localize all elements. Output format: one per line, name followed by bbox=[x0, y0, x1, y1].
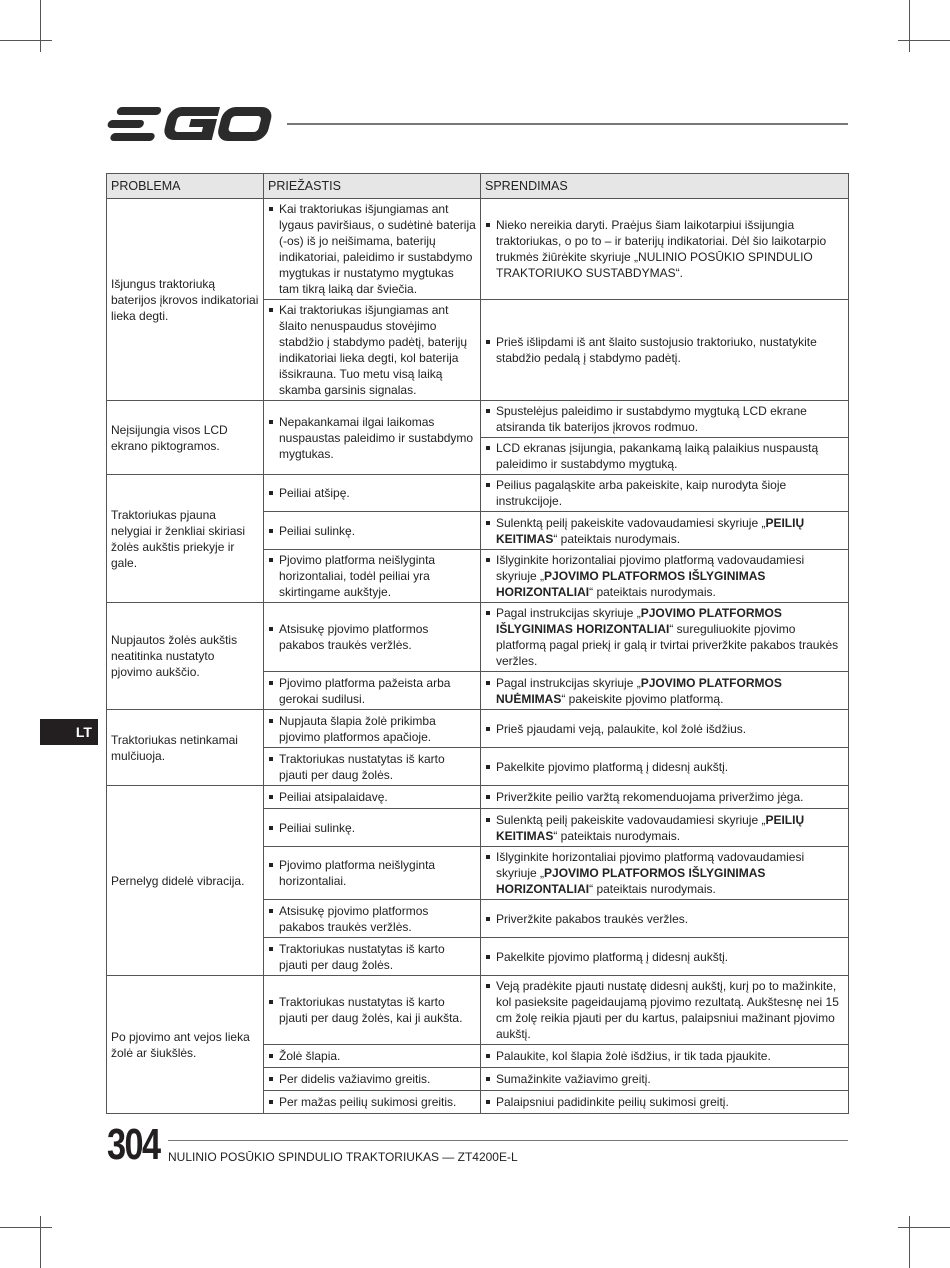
cause-cell bbox=[264, 401, 481, 475]
solution-text-part: Pagal instrukcijas skyriuje „ bbox=[496, 675, 641, 690]
solution-text-part: Išlyginkite horizontaliai pjovimo platformą vadovaudamiesi skyriuje „ bbox=[496, 850, 805, 880]
language-tab bbox=[40, 719, 98, 745]
solution-text bbox=[485, 978, 844, 1042]
problem-cell: Traktoriukas netinkamai mulčiuoja. bbox=[107, 710, 264, 786]
section-reference: PJOVIMO PLATFORMOS IŠLYGINIMAS HORIZONTALIAI bbox=[496, 569, 766, 599]
solution-text bbox=[485, 849, 844, 897]
cause-text: Kai traktoriukas išjungiamas ant šlaito nenuspaudus stovėjimo stabdžio į stabdymo padėtį, baterijų indikatoriai lieka degti, kol baterija išsikrauna. Tuo metu visą laiką skamba garsinis signalas. bbox=[268, 302, 476, 398]
solution-text-part: “ pateiktais nurodymais. bbox=[553, 828, 681, 843]
cause-cell bbox=[264, 1045, 481, 1068]
cause-text: Nepakankamai ilgai laikomas nuspaustas paleidimo ir sustabdymo mygtukas. bbox=[268, 414, 476, 462]
solution-text-part: Pakelkite pjovimo platformą į didesnį aukštį. bbox=[496, 949, 729, 964]
problem-cell: Išjungus traktoriuką baterijos įkrovos indikatoriai lieka degti. bbox=[107, 199, 264, 401]
solution-text bbox=[485, 812, 844, 844]
problem-cell: Po pjovimo ant vejos lieka žolė ar šiukšlės. bbox=[107, 976, 264, 1114]
solution-text-part: Palaipsniui padidinkite peilių sukimosi greitį. bbox=[496, 1095, 729, 1109]
cause-text: Atsisukę pjovimo platformos pakabos traukės veržlės. bbox=[268, 621, 476, 653]
ego-logo bbox=[107, 103, 277, 145]
section-reference: PJOVIMO PLATFORMOS IŠLYGINIMAS HORIZONTALIAI bbox=[496, 866, 766, 896]
solution-cell bbox=[481, 809, 849, 847]
solution-text-part: Išlyginkite horizontaliai pjovimo platformą vadovaudamiesi skyriuje „ bbox=[496, 553, 805, 583]
cause-text: Per didelis važiavimo greitis. bbox=[268, 1071, 476, 1087]
header-problem: PROBLEMA bbox=[107, 174, 264, 199]
solution-text-part: Sulenktą peilį pakeiskite vadovaudamiesi skyriuje „ bbox=[496, 812, 766, 827]
solution-text-part: “ pakeiskite pjovimo platformą. bbox=[561, 691, 724, 706]
crop-mark bbox=[909, 0, 910, 52]
solution-text bbox=[485, 217, 844, 281]
language-tab-label: LT bbox=[75, 724, 92, 740]
cause-text: Traktoriukas nustatytas iš karto pjauti per daug žolės, kai ji aukšta. bbox=[268, 994, 476, 1026]
solution-text-part: “ pateiktais nurodymais. bbox=[589, 585, 716, 599]
solution-cell bbox=[481, 475, 849, 512]
cause-text: Peiliai atšipę. bbox=[268, 485, 476, 501]
solution-text-part: Veją pradėkite pjauti nustatę didesnį aukštį, kurį po to mažinkite, kol pasieksite pageidaujamą pjovimo rezultatą. Aukštesnę nei 15 cm žolę reikia pjauti per du kartus, palaipsniui mažinant pjovimo aukštį. bbox=[496, 979, 839, 1041]
solution-cell bbox=[481, 748, 849, 786]
cause-cell bbox=[264, 512, 481, 550]
cause-cell bbox=[264, 710, 481, 748]
header-solution: SPRENDIMAS bbox=[481, 174, 849, 199]
solution-text-part: Pakelkite pjovimo platformą į didesnį aukštį. bbox=[496, 759, 729, 774]
solution-text bbox=[485, 515, 844, 547]
solution-cell bbox=[481, 672, 849, 710]
solution-cell bbox=[481, 401, 849, 438]
footer-title: NULINIO POSŪKIO SPINDULIO TRAKTORIUKAS — ZT4200E-L bbox=[168, 1150, 518, 1164]
cause-text: Traktoriukas nustatytas iš karto pjauti per daug žolės. bbox=[268, 751, 476, 783]
cause-cell bbox=[264, 672, 481, 710]
ego-logo-mark bbox=[107, 103, 277, 145]
cause-cell bbox=[264, 748, 481, 786]
solution-text-part: “ pateiktais nurodymais. bbox=[589, 882, 716, 896]
cause-cell bbox=[264, 900, 481, 938]
solution-text-part: “ sureguliuokite pjovimo platformą pagal priekį ir galą ir tvirtai priveržkite pakabos traukės veržles. bbox=[496, 622, 839, 668]
problem-cell: Neįsijungia visos LCD ekrano piktogramos. bbox=[107, 401, 264, 475]
cause-cell bbox=[264, 603, 481, 672]
crop-mark bbox=[40, 1216, 41, 1268]
cause-cell bbox=[264, 199, 481, 300]
header-rule bbox=[287, 123, 848, 125]
problem-cell: Traktoriukas pjauna nelygiai ir ženkliai skiriasi žolės aukštis priekyje ir gale. bbox=[107, 475, 264, 603]
solution-text-part: Prieš pjaudami veją, palaukite, kol žolė išdžius. bbox=[496, 721, 747, 736]
header-cause: PRIEŽASTIS bbox=[264, 174, 481, 199]
problem-cell: Nupjautos žolės aukštis neatitinka nustatyto pjovimo aukščio. bbox=[107, 603, 264, 710]
cause-text: Pjovimo platforma pažeista arba gerokai sudilusi. bbox=[268, 675, 476, 707]
footer-rule bbox=[168, 1140, 848, 1141]
solution-text bbox=[485, 552, 844, 600]
table-row bbox=[107, 976, 849, 1045]
crop-mark bbox=[909, 1216, 910, 1268]
crop-mark bbox=[0, 1227, 52, 1228]
cause-cell bbox=[264, 809, 481, 847]
solution-text bbox=[485, 1094, 844, 1110]
cause-cell bbox=[264, 938, 481, 976]
solution-text bbox=[485, 675, 844, 707]
solution-cell bbox=[481, 438, 849, 475]
solution-text bbox=[485, 334, 844, 366]
solution-cell bbox=[481, 300, 849, 401]
cause-text: Peiliai sulinkę. bbox=[268, 820, 476, 836]
solution-text-part: Palaukite, kol šlapia žolė išdžius, ir tik tada pjaukite. bbox=[496, 1049, 771, 1063]
section-reference: PEILIŲ KEITIMAS bbox=[496, 515, 805, 546]
crop-mark bbox=[898, 40, 950, 41]
solution-text bbox=[485, 759, 844, 775]
table-row bbox=[107, 710, 849, 748]
section-reference: PEILIŲ KEITIMAS bbox=[496, 812, 805, 843]
solution-cell bbox=[481, 938, 849, 976]
solution-text-part: Pagal instrukcijas skyriuje „ bbox=[496, 606, 641, 620]
solution-text bbox=[485, 949, 844, 965]
solution-cell bbox=[481, 603, 849, 672]
solution-cell bbox=[481, 847, 849, 900]
solution-text-part: Spustelėjus paleidimo ir sustabdymo mygtuką LCD ekrane atsiranda tik baterijos įkrovos rodmuo. bbox=[496, 404, 807, 434]
solution-text-part: Prieš išlipdami iš ant šlaito sustojusio traktoriuko, nustatykite stabdžio pedalą į stabdymo padėtį. bbox=[496, 335, 817, 365]
table-row bbox=[107, 199, 849, 300]
problem-cell: Pernelyg didelė vibracija. bbox=[107, 786, 264, 976]
cause-cell bbox=[264, 847, 481, 900]
solution-text-part: Sumažinkite važiavimo greitį. bbox=[496, 1072, 651, 1086]
solution-text bbox=[485, 477, 844, 509]
crop-mark bbox=[0, 40, 52, 41]
cause-text: Per mažas peilių sukimosi greitis. bbox=[268, 1094, 476, 1110]
troubleshooting-table bbox=[106, 173, 849, 1114]
solution-cell bbox=[481, 786, 849, 809]
solution-text bbox=[485, 403, 844, 435]
solution-text bbox=[485, 440, 844, 472]
cause-cell bbox=[264, 475, 481, 512]
solution-cell bbox=[481, 1091, 849, 1114]
solution-cell bbox=[481, 710, 849, 748]
solution-text bbox=[485, 721, 844, 737]
section-reference: PJOVIMO PLATFORMOS IŠLYGINIMAS HORIZONTALIAI bbox=[496, 606, 782, 636]
solution-cell bbox=[481, 199, 849, 300]
crop-mark bbox=[898, 1227, 950, 1228]
table-row bbox=[107, 401, 849, 438]
table-header-row bbox=[107, 174, 849, 199]
cause-text: Pjovimo platforma neišlyginta horizontaliai. bbox=[268, 857, 476, 889]
solution-cell bbox=[481, 900, 849, 938]
solution-text-part: Peilius pagaląskite arba pakeiskite, kaip nurodyta šioje instrukcijoje. bbox=[496, 478, 787, 508]
table-row bbox=[107, 475, 849, 512]
cause-text: Peiliai atsipalaidavę. bbox=[268, 789, 476, 805]
solution-text bbox=[485, 605, 844, 669]
table-row bbox=[107, 786, 849, 809]
solution-text bbox=[485, 1071, 844, 1087]
solution-cell bbox=[481, 976, 849, 1045]
solution-text-part: LCD ekranas įsijungia, pakankamą laiką palaikius nuspaustą paleidimo ir sustabdymo mygtuką. bbox=[496, 441, 819, 471]
page-number: 304 bbox=[107, 1120, 160, 1169]
cause-text: Nupjauta šlapia žolė prikimba pjovimo platformos apačioje. bbox=[268, 713, 476, 745]
cause-text: Pjovimo platforma neišlyginta horizontaliai, todėl peiliai yra skirtingame aukštyje. bbox=[268, 552, 476, 600]
solution-cell bbox=[481, 1068, 849, 1091]
cause-text: Žolė šlapia. bbox=[268, 1048, 476, 1064]
solution-text-part: Sulenktą peilį pakeiskite vadovaudamiesi skyriuje „ bbox=[496, 515, 766, 530]
solution-cell bbox=[481, 1045, 849, 1068]
solution-text-part: Nieko nereikia daryti. Praėjus šiam laikotarpiui išsijungia traktoriukas, o po to – ir baterijų indikatoriai. Dėl šio laikotarpio trukmės žiūrėkite skyriuje „NULINIO POSŪKIO SPINDULIO TRAKTORIUKO SUSTABDYMAS“. bbox=[496, 218, 827, 280]
cause-text: Traktoriukas nustatytas iš karto pjauti per daug žolės. bbox=[268, 941, 476, 973]
cause-text: Atsisukę pjovimo platformos pakabos traukės veržlės. bbox=[268, 903, 476, 935]
crop-mark bbox=[40, 0, 41, 52]
solution-text bbox=[485, 789, 844, 805]
solution-text bbox=[485, 911, 844, 927]
solution-cell bbox=[481, 550, 849, 603]
solution-text-part: Priveržkite peilio varžtą rekomenduojama priveržimo jėga. bbox=[496, 790, 804, 804]
table-row bbox=[107, 603, 849, 672]
cause-cell bbox=[264, 786, 481, 809]
solution-text-part: “ pateiktais nurodymais. bbox=[553, 531, 681, 546]
solution-text-part: Priveržkite pakabos traukės veržles. bbox=[496, 911, 689, 926]
cause-cell bbox=[264, 1091, 481, 1114]
cause-text: Peiliai sulinkę. bbox=[268, 523, 476, 539]
cause-cell bbox=[264, 1068, 481, 1091]
table-body bbox=[107, 199, 849, 1114]
section-reference: PJOVIMO PLATFORMOS NUĖMIMAS bbox=[496, 675, 782, 706]
cause-cell bbox=[264, 300, 481, 401]
solution-text bbox=[485, 1048, 844, 1064]
cause-cell bbox=[264, 550, 481, 603]
cause-cell bbox=[264, 976, 481, 1045]
solution-cell bbox=[481, 512, 849, 550]
cause-text: Kai traktoriukas išjungiamas ant lygaus paviršiaus, o sudėtinė baterija (-os) iš jo neišimama, baterijų indikatoriai, paleidimo ir sustabdymo mygtukas ir nustatymo mygtukas tam tikrą laiką dar šviečia. bbox=[268, 201, 476, 297]
